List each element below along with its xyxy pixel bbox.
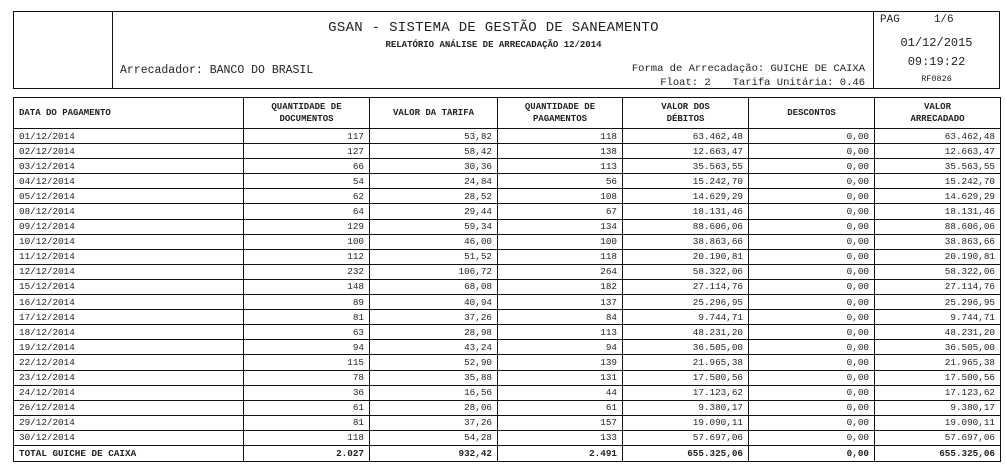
- cell-valor-debitos: 63.462,48: [623, 129, 749, 144]
- cell-valor-tarifa: 30,36: [370, 159, 498, 174]
- cell-valor-debitos: 25.296,95: [623, 295, 749, 310]
- total-cell-valor-debitos: 655.325,06: [623, 445, 749, 461]
- cell-qtd-documentos: 63: [244, 325, 370, 340]
- cell-qtd-documentos: 112: [244, 249, 370, 264]
- cell-valor-arrecadado: 48.231,20: [875, 325, 1001, 340]
- cell-qtd-pagamentos: 137: [498, 295, 623, 310]
- cell-data: 19/12/2014: [14, 340, 244, 355]
- cell-valor-arrecadado: 18.131,46: [875, 204, 1001, 219]
- cell-data: 15/12/2014: [14, 279, 244, 294]
- cell-qtd-pagamentos: 118: [498, 129, 623, 144]
- cell-valor-tarifa: 53,82: [370, 129, 498, 144]
- cell-qtd-documentos: 66: [244, 159, 370, 174]
- cell-descontos: 0,00: [749, 204, 875, 219]
- cell-valor-tarifa: 54,28: [370, 430, 498, 445]
- cell-data: 02/12/2014: [14, 144, 244, 159]
- arrecadacao-table: [13, 97, 1001, 462]
- cell-qtd-documentos: 64: [244, 204, 370, 219]
- cell-valor-arrecadado: 17.123,62: [875, 385, 1001, 400]
- table-row: [14, 325, 1001, 340]
- cell-valor-debitos: 18.131,46: [623, 204, 749, 219]
- cell-valor-tarifa: 37,26: [370, 415, 498, 430]
- page-value: 1/6: [933, 14, 954, 26]
- cell-valor-tarifa: 28,98: [370, 325, 498, 340]
- total-cell-qtd-pagamentos: 2.491: [498, 445, 623, 461]
- cell-descontos: 0,00: [749, 189, 875, 204]
- cell-qtd-documentos: 127: [244, 144, 370, 159]
- cell-valor-debitos: 58.322,06: [623, 264, 749, 279]
- table-row: [14, 174, 1001, 189]
- cell-valor-debitos: 21.965,38: [623, 355, 749, 370]
- cell-valor-debitos: 17.123,62: [623, 385, 749, 400]
- cell-qtd-pagamentos: 131: [498, 370, 623, 385]
- cell-qtd-documentos: 54: [244, 174, 370, 189]
- cell-data: 23/12/2014: [14, 370, 244, 385]
- page-info-box: [873, 12, 999, 88]
- cell-qtd-pagamentos: 108: [498, 189, 623, 204]
- cell-descontos: 0,00: [749, 174, 875, 189]
- col-header-valor-arrecadado: VALOR ARRECADADO: [875, 98, 1001, 129]
- cell-qtd-pagamentos: 138: [498, 144, 623, 159]
- total-row: [14, 445, 1001, 461]
- table-body: [14, 129, 1001, 462]
- cell-valor-arrecadado: 20.190,81: [875, 249, 1001, 264]
- cell-valor-arrecadado: 58.322,06: [875, 264, 1001, 279]
- cell-valor-tarifa: 37,26: [370, 310, 498, 325]
- total-cell-data: TOTAL GUICHE DE CAIXA: [14, 445, 244, 461]
- cell-qtd-documentos: 78: [244, 370, 370, 385]
- cell-data: 22/12/2014: [14, 355, 244, 370]
- cell-qtd-documentos: 89: [244, 295, 370, 310]
- cell-data: 01/12/2014: [14, 129, 244, 144]
- cell-qtd-pagamentos: 100: [498, 234, 623, 249]
- cell-valor-tarifa: 16,56: [370, 385, 498, 400]
- cell-valor-debitos: 15.242,70: [623, 174, 749, 189]
- cell-data: 12/12/2014: [14, 264, 244, 279]
- cell-valor-debitos: 36.505,00: [623, 340, 749, 355]
- cell-qtd-documentos: 94: [244, 340, 370, 355]
- cell-valor-arrecadado: 12.663,47: [875, 144, 1001, 159]
- cell-qtd-pagamentos: 84: [498, 310, 623, 325]
- cell-qtd-documentos: 129: [244, 219, 370, 234]
- cell-qtd-pagamentos: 94: [498, 340, 623, 355]
- cell-valor-tarifa: 29,44: [370, 204, 498, 219]
- cell-valor-arrecadado: 15.242,70: [875, 174, 1001, 189]
- table-row: [14, 415, 1001, 430]
- cell-valor-arrecadado: 38.863,66: [875, 234, 1001, 249]
- cell-descontos: 0,00: [749, 385, 875, 400]
- cell-valor-tarifa: 28,52: [370, 189, 498, 204]
- cell-valor-tarifa: 40,94: [370, 295, 498, 310]
- table-row: [14, 430, 1001, 445]
- cell-valor-tarifa: 43,24: [370, 340, 498, 355]
- table-row: [14, 159, 1001, 174]
- cell-valor-debitos: 35.563,55: [623, 159, 749, 174]
- cell-qtd-pagamentos: 134: [498, 219, 623, 234]
- cell-data: 26/12/2014: [14, 400, 244, 415]
- cell-qtd-pagamentos: 182: [498, 279, 623, 294]
- cell-descontos: 0,00: [749, 370, 875, 385]
- cell-valor-tarifa: 68,08: [370, 279, 498, 294]
- cell-valor-debitos: 17.500,56: [623, 370, 749, 385]
- logo-cell: [14, 12, 113, 88]
- cell-data: 30/12/2014: [14, 430, 244, 445]
- cell-valor-tarifa: 46,00: [370, 234, 498, 249]
- total-cell-valor-arrecadado: 655.325,06: [875, 445, 1001, 461]
- report-time: 09:19:22: [907, 55, 966, 69]
- table-row: [14, 370, 1001, 385]
- cell-qtd-pagamentos: 118: [498, 249, 623, 264]
- cell-valor-debitos: 57.697,06: [623, 430, 749, 445]
- cell-valor-debitos: 88.606,06: [623, 219, 749, 234]
- cell-valor-debitos: 9.744,71: [623, 310, 749, 325]
- cell-descontos: 0,00: [749, 234, 875, 249]
- cell-data: 10/12/2014: [14, 234, 244, 249]
- col-header-qtd-documentos: QUANTIDADE DE DOCUMENTOS: [244, 98, 370, 129]
- cell-descontos: 0,00: [749, 325, 875, 340]
- report-date: 01/12/2015: [900, 36, 973, 50]
- cell-valor-arrecadado: 17.500,56: [875, 370, 1001, 385]
- table-row: [14, 189, 1001, 204]
- cell-valor-debitos: 9.380,17: [623, 400, 749, 415]
- cell-valor-arrecadado: 57.697,06: [875, 430, 1001, 445]
- cell-valor-debitos: 20.190,81: [623, 249, 749, 264]
- col-header-descontos: DESCONTOS: [749, 98, 875, 129]
- cell-valor-tarifa: 51,52: [370, 249, 498, 264]
- table-row: [14, 400, 1001, 415]
- cell-data: 04/12/2014: [14, 174, 244, 189]
- cell-descontos: 0,00: [749, 400, 875, 415]
- table-row: [14, 295, 1001, 310]
- cell-valor-debitos: 48.231,20: [623, 325, 749, 340]
- table-row: [14, 355, 1001, 370]
- cell-qtd-pagamentos: 133: [498, 430, 623, 445]
- col-header-data: DATA DO PAGAMENTO: [14, 98, 244, 129]
- cell-qtd-documentos: 81: [244, 310, 370, 325]
- table-row: [14, 249, 1001, 264]
- cell-qtd-pagamentos: 44: [498, 385, 623, 400]
- cell-qtd-documentos: 62: [244, 189, 370, 204]
- cell-data: 05/12/2014: [14, 189, 244, 204]
- cell-data: 24/12/2014: [14, 385, 244, 400]
- col-header-valor-tarifa: VALOR DA TARIFA: [370, 98, 498, 129]
- cell-data: 09/12/2014: [14, 219, 244, 234]
- report-title: RELATÓRIO ANÁLISE DE ARRECADAÇÃO 12/2014: [385, 40, 602, 50]
- table-row: [14, 385, 1001, 400]
- cell-valor-arrecadado: 88.606,06: [875, 219, 1001, 234]
- forma-arrecadacao-label: Forma de Arrecadação: GUICHE DE CAIXA: [631, 63, 865, 75]
- cell-valor-arrecadado: 25.296,95: [875, 295, 1001, 310]
- table-row: [14, 219, 1001, 234]
- cell-descontos: 0,00: [749, 355, 875, 370]
- cell-qtd-pagamentos: 139: [498, 355, 623, 370]
- tarifa-label: Tarifa Unitária: 0.46: [732, 77, 865, 89]
- cell-data: 03/12/2014: [14, 159, 244, 174]
- total-cell-valor-tarifa: 932,42: [370, 445, 498, 461]
- float-tarifa-line: [660, 77, 865, 89]
- cell-qtd-documentos: 36: [244, 385, 370, 400]
- cell-valor-arrecadado: 35.563,55: [875, 159, 1001, 174]
- cell-valor-arrecadado: 9.380,17: [875, 400, 1001, 415]
- cell-qtd-pagamentos: 113: [498, 325, 623, 340]
- cell-valor-arrecadado: 9.744,71: [875, 310, 1001, 325]
- table-row: [14, 234, 1001, 249]
- cell-data: 11/12/2014: [14, 249, 244, 264]
- report-header: [13, 11, 1000, 89]
- cell-valor-tarifa: 106,72: [370, 264, 498, 279]
- cell-descontos: 0,00: [749, 159, 875, 174]
- table-row: [14, 279, 1001, 294]
- col-header-qtd-pagamentos: QUANTIDADE DE PAGAMENTOS: [498, 98, 623, 129]
- cell-valor-arrecadado: 36.505,00: [875, 340, 1001, 355]
- float-label: Float: 2: [660, 77, 711, 89]
- cell-qtd-pagamentos: 56: [498, 174, 623, 189]
- cell-valor-tarifa: 28,06: [370, 400, 498, 415]
- cell-descontos: 0,00: [749, 430, 875, 445]
- cell-descontos: 0,00: [749, 219, 875, 234]
- cell-descontos: 0,00: [749, 295, 875, 310]
- report-code: RF0826: [921, 74, 952, 84]
- arrecadador-label: Arrecadador: BANCO DO BRASIL: [120, 64, 314, 77]
- cell-qtd-documentos: 115: [244, 355, 370, 370]
- table-row: [14, 310, 1001, 325]
- cell-qtd-pagamentos: 67: [498, 204, 623, 219]
- cell-qtd-documentos: 61: [244, 400, 370, 415]
- cell-valor-tarifa: 59,34: [370, 219, 498, 234]
- cell-valor-arrecadado: 14.629,29: [875, 189, 1001, 204]
- cell-valor-arrecadado: 21.965,38: [875, 355, 1001, 370]
- cell-valor-tarifa: 35,88: [370, 370, 498, 385]
- cell-data: 16/12/2014: [14, 295, 244, 310]
- total-cell-qtd-documentos: 2.027: [244, 445, 370, 461]
- cell-qtd-documentos: 148: [244, 279, 370, 294]
- cell-qtd-documentos: 118: [244, 430, 370, 445]
- cell-qtd-pagamentos: 113: [498, 159, 623, 174]
- table-row: [14, 340, 1001, 355]
- cell-data: 08/12/2014: [14, 204, 244, 219]
- page-number: [880, 14, 954, 26]
- cell-valor-tarifa: 24,84: [370, 174, 498, 189]
- table-row: [14, 144, 1001, 159]
- cell-descontos: 0,00: [749, 310, 875, 325]
- table-header-row: [14, 98, 1001, 129]
- cell-valor-debitos: 38.863,66: [623, 234, 749, 249]
- cell-descontos: 0,00: [749, 249, 875, 264]
- table-row: [14, 264, 1001, 279]
- cell-qtd-documentos: 81: [244, 415, 370, 430]
- cell-valor-tarifa: 52,90: [370, 355, 498, 370]
- cell-qtd-documentos: 232: [244, 264, 370, 279]
- cell-descontos: 0,00: [749, 415, 875, 430]
- cell-valor-arrecadado: 19.090,11: [875, 415, 1001, 430]
- cell-valor-arrecadado: 27.114,76: [875, 279, 1001, 294]
- cell-data: 18/12/2014: [14, 325, 244, 340]
- col-header-valor-debitos: VALOR DOS DÉBITOS: [623, 98, 749, 129]
- cell-qtd-documentos: 117: [244, 129, 370, 144]
- system-title: GSAN - SISTEMA DE GESTÃO DE SANEAMENTO: [328, 20, 659, 36]
- cell-qtd-pagamentos: 61: [498, 400, 623, 415]
- cell-qtd-documentos: 100: [244, 234, 370, 249]
- cell-valor-debitos: 12.663,47: [623, 144, 749, 159]
- total-cell-descontos: 0,00: [749, 445, 875, 461]
- cell-valor-debitos: 14.629,29: [623, 189, 749, 204]
- cell-descontos: 0,00: [749, 144, 875, 159]
- cell-qtd-pagamentos: 264: [498, 264, 623, 279]
- cell-descontos: 0,00: [749, 264, 875, 279]
- cell-descontos: 0,00: [749, 129, 875, 144]
- cell-descontos: 0,00: [749, 279, 875, 294]
- cell-valor-arrecadado: 63.462,48: [875, 129, 1001, 144]
- cell-data: 29/12/2014: [14, 415, 244, 430]
- page-label: PAG: [880, 14, 900, 26]
- cell-valor-debitos: 19.090,11: [623, 415, 749, 430]
- cell-descontos: 0,00: [749, 340, 875, 355]
- cell-valor-debitos: 27.114,76: [623, 279, 749, 294]
- cell-valor-tarifa: 58,42: [370, 144, 498, 159]
- cell-qtd-pagamentos: 157: [498, 415, 623, 430]
- table-row: [14, 129, 1001, 144]
- cell-data: 17/12/2014: [14, 310, 244, 325]
- table-row: [14, 204, 1001, 219]
